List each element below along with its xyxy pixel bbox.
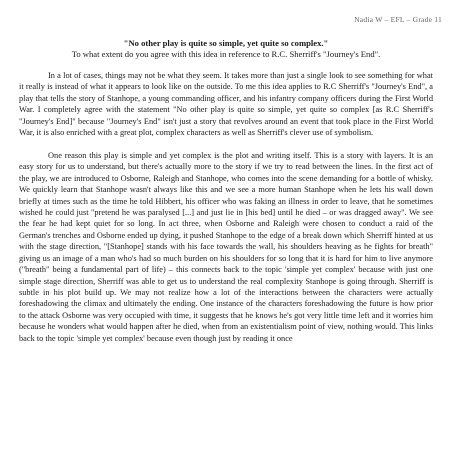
essay-body xyxy=(19,70,433,355)
header-author-line: Nadia W – EFL – Grade 11 xyxy=(354,15,442,24)
essay-prompt: To what extent do you agree with this idea in reference to R.C. Sherriff's "Journey's End". xyxy=(71,49,381,59)
paragraph-plot-and-writing: One reason this play is simple and yet complex is the plot and writing itself. This is a story with layers. It is an easy story for us to understand, but there's actually more to the story if we try to read between the lines. In the first act of the play, we are introduced to Osborne, Raleigh and Stanhope, who comes into the scene demanding for a bottle of whisky. We quickly learn that Stanhope wasn't always like this and we see a more human Stanhope when he lets his wall down briefly at times such as the time he told Hibbert, his officer who was faking an illness in order to leave, that he sometimes wished he could just "pretend he was paralysed [...] and just lie in [his bed] until he died – or was dragged away". We see the fear he had kept quiet for so long. In act three, when Osborne and Raleigh were chosen to conduct a raid of the German's trenches and Osborne ended up dying, it pushed Stanhope to the edge of a break down which Sherriff hinted at us with the stage direction, "[Stanhope] stands with his face towards the wall, his shoulders heaving as he fights for breath" giving us an image of a man who's had so much burden on his shoulders for so long that it is hard for him to live anymore ("breath" being a fundamental part of life) – this connects back to the topic 'simple yet complex' because with just one simple stage direction, Sherriff was able to get us to understand the real complexity Stanhope is going through. Sherriff is subtle in his plot build up. We may not realize how a lot of the interactions between the characters were actually foreshadowing the climax and ultimately the ending. One instance of the characters foreshadowing the future is how prior to the attack Osborne was very occupied with time, it suggests that he knows he's got very little time left and it worries him because he wonders what would happen after he died, when from an existentialism point of view, nothing would. This links back to the topic 'simple yet complex' because even though just by reading it once xyxy=(19,150,433,343)
essay-title: "No other play is quite so simple, yet quite so complex." xyxy=(123,38,329,48)
paragraph-introduction: In a lot of cases, things may not be what they seem. It takes more than just a single look to see something for what it really is instead of what it appears to look like on the outside. To me this idea applies to R.C Sherriff's "Journey's End", a play that tells the story of Stanhope, a young commanding officer, and his infantry company officers during the First World War. I completely agree with the statement "No other play is quite so simple, yet quite so complex [as R.C Sherriff's "Journey's End]" because "Journey's End" isn't just a story that revolves around an event that took place in the First World War, it is also enriched with a great plot, complex characters as well as Sherriff's clever use of symbolism. xyxy=(19,71,433,138)
